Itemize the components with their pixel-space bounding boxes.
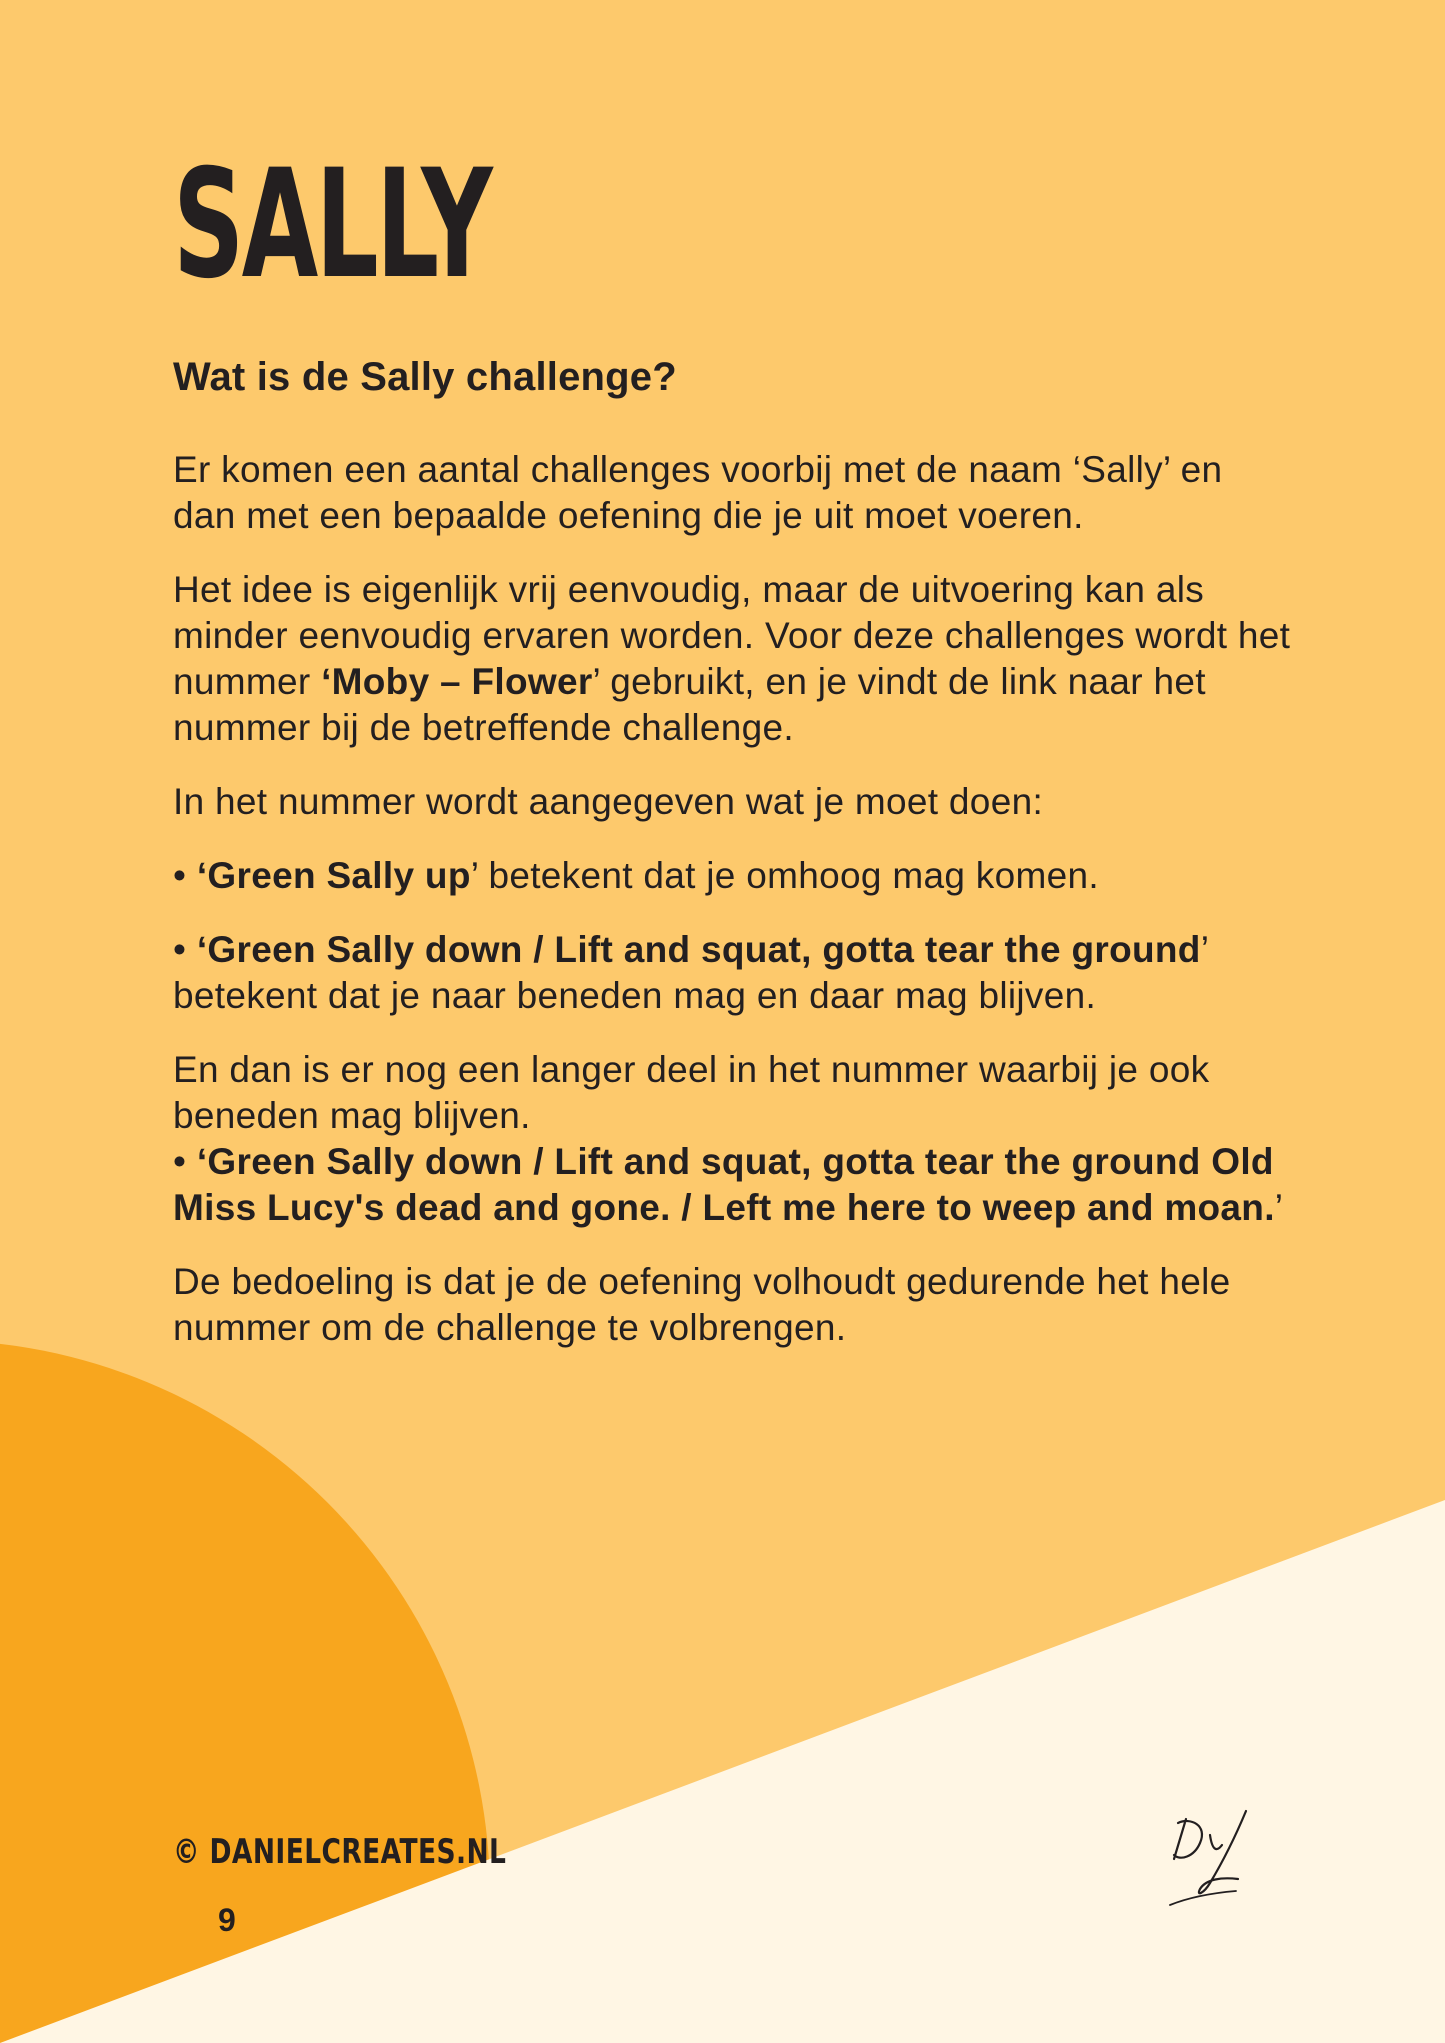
bullet-text: ’ betekent dat je naar beneden mag en daar mag blijven.: [173, 929, 1208, 1016]
paragraph-goal: De bedoeling is dat je de oefening volhoudt gedurende het hele nummer om de challenge te volbrengen.: [173, 1261, 1231, 1348]
bullet-text: ’: [1274, 1187, 1284, 1228]
bullet-long: [173, 1139, 1293, 1231]
bullet-down: [173, 927, 1293, 1019]
bullet-dot: •: [173, 929, 197, 970]
paragraph-longer-part: En dan is er nog een langer deel in het nummer waarbij je ook beneden mag blijven.: [173, 1049, 1210, 1136]
bullet-dot: •: [173, 855, 197, 896]
bullet-phrase: ‘Green Sally down / Lift and squat, gotta tear the ground: [196, 929, 1201, 970]
body-text: [173, 447, 1293, 1379]
copyright: © DANIELCREATES.NL: [173, 1832, 507, 1872]
paragraph-idea: [173, 567, 1293, 751]
bullet-phrase: ‘Green Sally down / Lift and squat, gotta tear the ground Old Miss Lucy's dead and gone. / Left me here to weep and moan.: [173, 1141, 1275, 1228]
paragraph-intro: Er komen een aantal challenges voorbij met de naam ‘Sally’ en dan met een bepaalde oefening die je uit moet voeren.: [173, 449, 1223, 536]
bullet-text: ’ betekent dat je omhoog mag komen.: [470, 855, 1099, 896]
section-subtitle: Wat is de Sally challenge?: [173, 355, 677, 399]
page-title: SALLY: [173, 138, 491, 312]
main-content: [173, 138, 1293, 1348]
bullet-up: [173, 853, 1293, 899]
song-title: ‘Moby – Flower: [321, 661, 593, 702]
signature-logo: [1160, 1805, 1270, 1915]
paragraph-instructions: In het nummer wordt aangegeven wat je moet doen:: [173, 781, 1044, 822]
bullet-phrase: ‘Green Sally up: [196, 855, 471, 896]
page-number: 9: [218, 1902, 236, 1938]
bullet-dot: •: [173, 1141, 197, 1182]
text-run: ’ gebruikt, en je vindt de link naar het nummer bij de betreffende challenge.: [173, 661, 1206, 748]
text-run: Het idee is eigenlijk vrij eenvoudig, maar de uitvoering kan als minder eenvoudig ervaren worden. Voor deze challenges wordt het nummer: [173, 569, 1291, 702]
